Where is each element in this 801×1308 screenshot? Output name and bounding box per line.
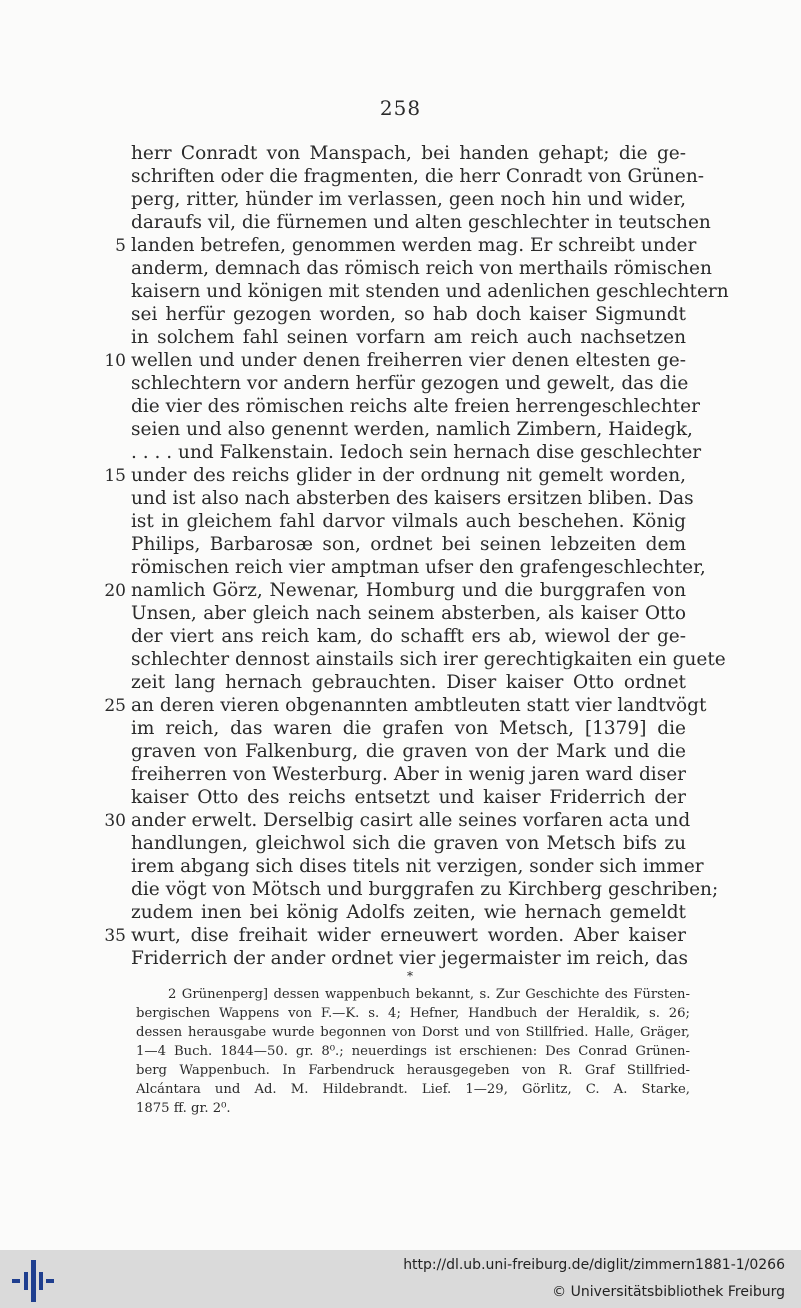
viewer-footer xyxy=(0,1250,801,1308)
text-line: zeit lang hernach gebrauchten. Diser kaiser Otto ordnet xyxy=(131,672,686,693)
text-line: freiherren von Westerburg. Aber in wenig jaren ward diser xyxy=(131,764,686,785)
copyright-notice: © Universitätsbibliothek Freiburg xyxy=(552,1284,785,1300)
text-line: schlechtern vor andern herfür gezogen und gewelt, das die xyxy=(131,373,689,394)
text-line: in solchem fahl seinen vorfarn am reich auch nachsetzen xyxy=(131,327,686,348)
text-line: namlich Görz, Newenar, Homburg und die burggrafen von xyxy=(131,580,686,601)
permalink-url[interactable]: http://dl.ub.uni-freiburg.de/diglit/zimmern1881-1/0266 xyxy=(403,1257,785,1273)
text-line: handlungen, gleichwol sich die graven von Metsch bifs zu xyxy=(131,833,686,854)
page-number: 258 xyxy=(379,96,422,120)
text-line: sei herfür gezogen worden, so hab doch kaiser Sigmundt xyxy=(131,304,686,325)
text-line: irem abgang sich dises titels nit verzigen, sonder sich immer xyxy=(131,856,704,877)
text-line: perg, ritter, hünder im verlassen, geen noch hin und wider, xyxy=(131,189,686,210)
text-line: wurt, dise freihait wider erneuwert worden. Aber kaiser xyxy=(131,925,686,946)
text-line: . . . . und Falkenstain. Iedoch sein hernach dise geschlechter xyxy=(131,442,702,463)
text-line: landen betrefen, genommen werden mag. Er schreibt under xyxy=(131,235,697,256)
text-line: römischen reich vier amptman ufser den grafengeschlechter, xyxy=(131,557,706,578)
text-line: under des reichs glider in der ordnung nit gemelt worden, xyxy=(131,465,686,486)
text-line: zudem inen bei könig Adolfs zeiten, wie hernach gemeldt xyxy=(131,902,686,923)
text-line: ist in gleichem fahl darvor vilmals auch beschehen. König xyxy=(131,511,686,532)
text-line: ander erwelt. Derselbig casirt alle seines vorfaren acta und xyxy=(131,810,691,831)
line-number: 35 xyxy=(104,926,126,946)
text-line: schriften oder die fragmenten, die herr Conradt von Grünen- xyxy=(131,166,705,187)
text-line: Unsen, aber gleich nach seinem absterben, als kaiser Otto xyxy=(131,603,686,624)
footnote-line: 1—4 Buch. 1844—50. gr. 8⁰.; neuerdings ist erschienen: Des Conrad Grünen- xyxy=(136,1044,690,1059)
ub-freiburg-logo-icon xyxy=(10,1258,54,1302)
text-line: schlechter dennost ainstails sich irer gerechtigkaiten ein guete xyxy=(131,649,726,670)
footnote-line: 2 Grünenperg] dessen wappenbuch bekannt, s. Zur Geschichte des Fürsten- xyxy=(168,987,690,1002)
text-line: und ist also nach absterben des kaisers ersitzen bliben. Das xyxy=(131,488,694,509)
footnote-line: dessen herausgabe wurde begonnen von Dorst und von Stillfried. Halle, Gräger, xyxy=(136,1025,690,1040)
text-line: Friderrich der ander ordnet vier jegermaister im reich, das xyxy=(131,948,689,969)
text-line: Philips, Barbarosæ son, ordnet bei seinen lebzeiten dem xyxy=(131,534,686,555)
text-line: herr Conradt von Manspach, bei handen gehapt; die ge- xyxy=(131,143,686,164)
text-line: wellen und under denen freiherren vier denen eltesten ge- xyxy=(131,350,686,371)
text-line: der viert ans reich kam, do schafft ers ab, wiewol der ge- xyxy=(131,626,686,647)
line-number: 20 xyxy=(104,581,126,601)
footnote-line: 1875 ff. gr. 2⁰. xyxy=(136,1101,231,1116)
line-number: 5 xyxy=(115,236,126,256)
line-number: 10 xyxy=(104,351,126,371)
footnote-line: berg Wappenbuch. In Farbendruck herausgegeben von R. Graf Stillfried- xyxy=(136,1063,690,1078)
text-line: anderm, demnach das römisch reich von merthails römischen xyxy=(131,258,712,279)
line-number: 25 xyxy=(104,696,126,716)
footnote-line: Alcántara und Ad. M. Hildebrandt. Lief. 1—29, Görlitz, C. A. Starke, xyxy=(136,1082,690,1097)
text-line: seien und also genennt werden, namlich Zimbern, Haidegk, xyxy=(131,419,693,440)
text-line: die vier des römischen reichs alte freien herrengeschlechter xyxy=(131,396,700,417)
text-line: daraufs vil, die fürnemen und alten geschlechter in teutschen xyxy=(131,212,711,233)
text-line: graven von Falkenburg, die graven von der Mark und die xyxy=(131,741,686,762)
text-line: kaisern und königen mit stenden und adenlichen geschlechtern xyxy=(131,281,729,302)
text-line: im reich, das waren die grafen von Metsch, [1379] die xyxy=(131,718,686,739)
text-line: kaiser Otto des reichs entsetzt und kaiser Friderrich der xyxy=(131,787,686,808)
footnote-line: bergischen Wappens von F.—K. s. 4; Hefner, Handbuch der Heraldik, s. 26; xyxy=(136,1006,690,1021)
text-line: die vögt von Mötsch und burggrafen zu Kirchberg geschriben; xyxy=(131,879,719,900)
footnote-marker: * xyxy=(407,969,413,983)
text-line: an deren vieren obgenannten ambtleuten statt vier landtvögt xyxy=(131,695,707,716)
line-number: 30 xyxy=(104,811,126,831)
line-number: 15 xyxy=(104,466,126,486)
